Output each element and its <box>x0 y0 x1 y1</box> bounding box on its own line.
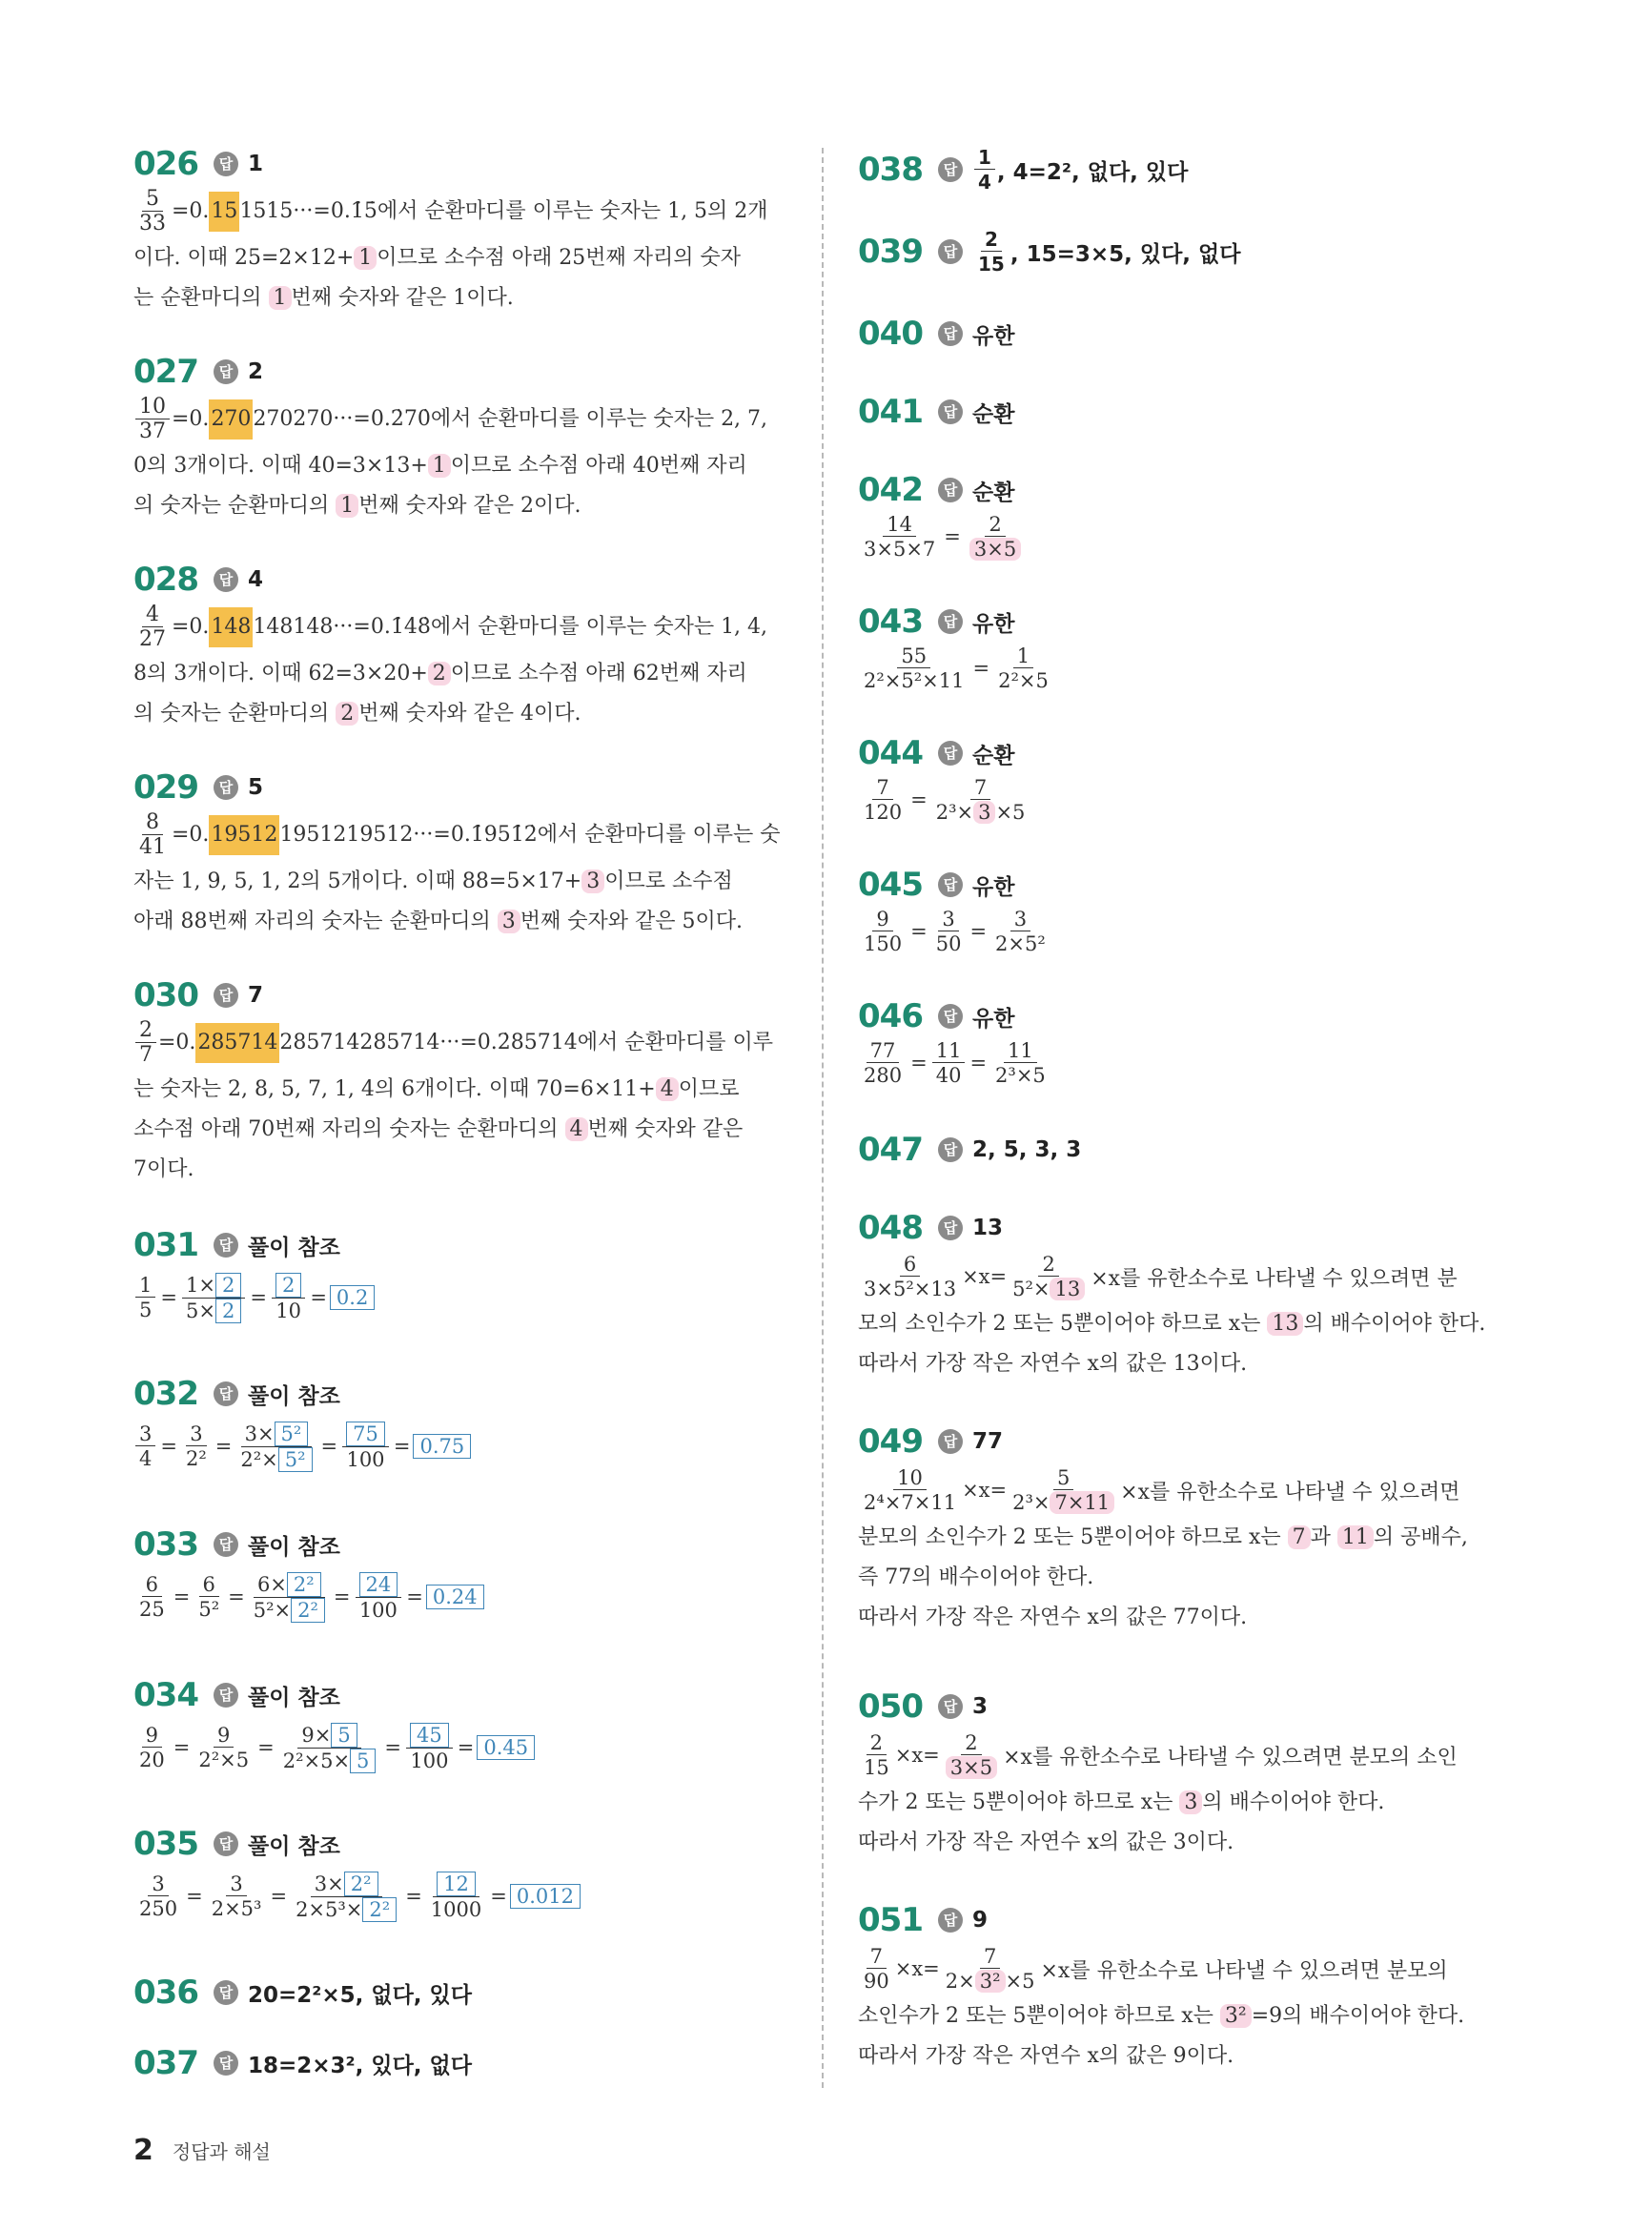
answer: 순환 <box>971 480 1015 505</box>
highlight: 270 <box>209 399 253 440</box>
problem-number: 034 <box>133 1676 198 1714</box>
equation: $\frac{9}{20}$ = $\frac{9}{\text{2²×5}}$ = $\frac{9\times 5}{\text{2²×5× 5}}$ = $\frac{45}{100}$ = 0.45 <box>133 1716 791 1779</box>
blank-box: 0.24 <box>426 1585 484 1609</box>
blank-box: 2² <box>362 1897 397 1922</box>
problem-041 <box>858 391 1516 433</box>
answer: 풀이 참조 <box>247 1534 340 1560</box>
answer-badge-icon: 답 <box>938 1137 963 1162</box>
problem-044 <box>858 732 1516 826</box>
highlight: 3 <box>498 910 520 933</box>
answer: 풀이 참조 <box>247 1235 340 1260</box>
blank-box: 0.75 <box>413 1434 471 1459</box>
answer: , 4=2², 없다, 있다 <box>996 159 1189 185</box>
answer: 5 <box>247 775 263 800</box>
problem-029 <box>133 767 791 942</box>
answer: 9 <box>971 1908 988 1933</box>
highlight: 2 <box>336 702 358 726</box>
problem-026 <box>133 143 791 318</box>
solution-line: 아래 88번째 자리의 숫자는 순환마디의 3 번째 숫자와 같은 5이다. <box>133 910 743 933</box>
answer: 유한 <box>971 611 1015 637</box>
answer-badge-icon: 답 <box>938 1908 963 1933</box>
answer: 77 <box>971 1429 1003 1454</box>
problem-035 <box>133 1823 791 1928</box>
answer-badge-icon: 답 <box>938 399 963 424</box>
answer-badge-icon: 답 <box>938 609 963 634</box>
highlight: 3×5 <box>946 1756 997 1779</box>
highlight: 3 <box>973 801 995 824</box>
problem-050 <box>858 1686 1516 1863</box>
problem-number: 043 <box>858 603 923 641</box>
equation: $\frac{7}{120}$ = $\frac{7}{\text{2³× 3 ×5}}$ <box>864 775 1026 824</box>
answer: 1 <box>247 152 263 176</box>
problem-number: 050 <box>858 1688 923 1726</box>
solution-line: 따라서 가장 작은 자연수 x의 값은 13이다. <box>858 1352 1248 1376</box>
problem-number: 038 <box>858 151 923 189</box>
answer-badge-icon: 답 <box>938 872 963 897</box>
solution-line: 이다. 이때 25=2×12+ 1 이므로 소수점 아래 25번째 자리의 숫자 <box>133 246 742 270</box>
problem-number: 036 <box>133 1974 198 2012</box>
blank-box: 5² <box>278 1447 313 1472</box>
blank-box: 12 <box>437 1872 476 1896</box>
answer: 2 <box>247 359 263 384</box>
problem-037 <box>133 2042 791 2084</box>
answer: , 15=3×5, 있다, 없다 <box>1010 241 1241 267</box>
answer: 유한 <box>971 1006 1015 1032</box>
blank-box: 5² <box>275 1422 309 1446</box>
blank-box: 24 <box>359 1572 398 1597</box>
problem-number: 051 <box>858 1901 923 1939</box>
solution-line: 소인수가 2 또는 5뿐이어야 하므로 x는 3² =9의 배수이어야 한다. <box>858 2004 1465 2028</box>
problem-number: 041 <box>858 393 923 431</box>
answer-badge-icon: 답 <box>214 567 238 592</box>
problem-042 <box>858 469 1516 563</box>
highlight: 1 <box>428 454 451 478</box>
blank-box: 2 <box>215 1299 241 1323</box>
highlight: 3² <box>975 1970 1006 1993</box>
problem-046 <box>858 995 1516 1089</box>
solution-line: $\frac{5}{33}$ =0. 15 1515···=0.1̇5̇에서 순환마디를 이루는 숫자는 1, 5의 2개 <box>133 185 791 238</box>
problem-number: 033 <box>133 1525 198 1564</box>
problem-number: 030 <box>133 976 198 1014</box>
solution-line: 7이다. <box>133 1157 194 1181</box>
page-footer <box>133 2134 271 2167</box>
highlight: 11 <box>1337 1525 1374 1549</box>
problem-number: 026 <box>133 145 198 183</box>
problem-number: 048 <box>858 1209 923 1247</box>
solution-line: 수가 2 또는 5뿐이어야 하므로 x는 3 의 배수이어야 한다. <box>858 1790 1385 1814</box>
equation: $\frac{77}{280}$ = $\frac{11}{40}$ = $\frac{11}{\text{2³×5}}$ <box>864 1038 1046 1087</box>
problem-number: 027 <box>133 353 198 391</box>
answer-badge-icon: 답 <box>938 741 963 766</box>
problem-036 <box>133 1972 791 2014</box>
highlight: 15 <box>209 192 239 232</box>
answer-badge-icon: 답 <box>938 1694 963 1719</box>
problem-number: 032 <box>133 1375 198 1413</box>
solution-line: 는 순환마디의 1 번째 숫자와 같은 1이다. <box>133 286 514 310</box>
answer: 순환 <box>971 401 1015 427</box>
problem-number: 049 <box>858 1422 923 1461</box>
answer-badge-icon: 답 <box>214 359 238 384</box>
solution-line: 따라서 가장 작은 자연수 x의 값은 9이다. <box>858 2044 1234 2068</box>
solution-line: 0의 3개이다. 이때 40=3×13+ 1 이므로 소수점 아래 40번째 자리 <box>133 454 747 478</box>
answer-badge-icon: 답 <box>938 1429 963 1454</box>
problem-048 <box>858 1207 1516 1384</box>
highlight: 4 <box>565 1117 588 1141</box>
solution-line: 의 숫자는 순환마디의 1 번째 숫자와 같은 2이다. <box>133 494 581 518</box>
solution-line: 의 숫자는 순환마디의 2 번째 숫자와 같은 4이다. <box>133 702 581 726</box>
problem-030 <box>133 974 791 1190</box>
blank-box: 2² <box>344 1872 378 1896</box>
blank-box: 0.45 <box>477 1735 535 1760</box>
answer: 2, 5, 3, 3 <box>971 1137 1082 1162</box>
highlight: 3×5 <box>969 538 1021 561</box>
equation: $\frac{10}{\text{2⁴×7×11}}$ ×x= $\frac{5}{\text{2³× 7×11}}$ ×x를 유한소수로 나타낼 수 있으려면 <box>864 1465 1460 1514</box>
solution-line: 8의 3개이다. 이때 62=3×20+ 2 이므로 소수점 아래 62번째 자리 <box>133 662 747 685</box>
problem-number: 035 <box>133 1825 198 1863</box>
problem-number: 031 <box>133 1226 198 1264</box>
blank-box: 2 <box>275 1273 301 1298</box>
equation: $\frac{2}{15}$ ×x= $\frac{2}{3\times 5}$ ×x를 유한소수로 나타낼 수 있으려면 분모의 소인 <box>864 1730 1458 1779</box>
equation: $\frac{3}{250}$ = $\frac{3}{\text{2×5³}}$ = $\frac{\text{3× 2²}}{\text{2×5³× 2²}}$ = $\frac{12}{1000}$ = 0.012 <box>133 1865 791 1928</box>
fraction: $\frac{4}{27}$ <box>139 602 166 651</box>
problem-number: 029 <box>133 768 198 807</box>
blank-box: 5 <box>350 1749 376 1773</box>
problem-number: 045 <box>858 866 923 904</box>
problem-040 <box>858 313 1516 355</box>
highlight: 1 <box>269 286 292 310</box>
problem-028 <box>133 559 791 734</box>
highlight: 1 <box>336 494 358 518</box>
highlight: 2 <box>428 662 451 685</box>
equation: $\frac{3}{4}$ = $\frac{3}{\text{2²}}$ = $\frac{\text{3× 5²}}{\text{2²× 5²}}$ = $\frac{75}{100}$ = 0.75 <box>133 1415 791 1478</box>
equation: $\frac{14}{3\times 5\times 7}$ = $\frac{2}{3\times 5}$ <box>858 511 1516 563</box>
answer-badge-icon: 답 <box>214 152 238 176</box>
problem-049 <box>858 1421 1516 1638</box>
problem-039: 039 답 2 15 , 15=3×5, 있다, 없다 <box>858 227 1241 276</box>
equation: $\frac{6}{25}$ = $\frac{6}{\text{5²}}$ = $\frac{\text{6× 2²}}{\text{5²× 2²}}$ = $\frac{24}{100}$ = 0.24 <box>133 1565 791 1628</box>
answer: 유한 <box>971 323 1015 349</box>
answer: 3 <box>971 1694 988 1719</box>
solution-line: $\frac{8}{41}$ =0. 19512 1951219512···=0.1̇951̇2̇에서 순환마디를 이루는 숫 <box>133 808 791 862</box>
answer-badge-icon: 답 <box>214 775 238 800</box>
solution-line: 따라서 가장 작은 자연수 x의 값은 3이다. <box>858 1831 1234 1854</box>
problem-051 <box>858 1899 1516 2077</box>
problem-033 <box>133 1524 791 1628</box>
problem-number: 028 <box>133 561 198 599</box>
highlight: 285714 <box>195 1023 279 1063</box>
highlight: 3 <box>581 869 604 893</box>
fraction: $\frac{10}{37}$ <box>135 396 170 444</box>
highlight: 148 <box>209 607 253 647</box>
answer-badge-icon: 답 <box>938 1004 963 1029</box>
answer: 20=2²×5, 없다, 있다 <box>247 1982 472 2008</box>
fraction: $\frac{5}{33}$ <box>139 186 166 235</box>
fraction: $\frac{8}{41}$ <box>139 809 166 859</box>
answer: 순환 <box>971 743 1015 768</box>
answer: 4 <box>247 567 263 592</box>
highlight: 1 <box>354 246 377 270</box>
highlight: 13 <box>1050 1278 1085 1300</box>
solution-line: $\frac{2}{7}$ =0. 285714 285714285714···=0.2̇85714̇에서 순환마디를 이루 <box>133 1016 791 1070</box>
highlight: 7×11 <box>1050 1491 1114 1514</box>
equation: $\frac{7}{90}$ ×x= $\frac{7}{\text{2× 3² ×5}}$ ×x를 유한소수로 나타낼 수 있으려면 분모의 <box>864 1944 1448 1993</box>
problem-number: 042 <box>858 471 923 509</box>
blank-box: 2 <box>215 1273 241 1298</box>
problem-number: 044 <box>858 734 923 772</box>
answer: 풀이 참조 <box>247 1833 340 1859</box>
solution-line: 모의 소인수가 2 또는 5뿐이어야 하므로 x는 13 의 배수이어야 한다. <box>858 1312 1486 1336</box>
problem-number: 040 <box>858 315 923 353</box>
answer: 유한 <box>971 874 1015 900</box>
problem-number: 046 <box>858 997 923 1035</box>
equation: $\frac{1}{5}$ = $\frac{1\times 2}{5\times 2}$ = $\frac{2}{10}$ = 0.2 <box>133 1266 791 1329</box>
solution-line: $\frac{10}{37}$ =0. 270 270270···=0.2̇70̇에서 순환마디를 이루는 숫자는 2, 7, <box>133 393 791 446</box>
blank-box: 5 <box>331 1723 357 1748</box>
solution-line: 자는 1, 9, 5, 1, 2의 5개이다. 이때 88=5×17+ 3 이므로 소수점 <box>133 869 733 893</box>
answer-badge-icon: 답 <box>214 1683 238 1708</box>
answer-badge-icon: 답 <box>938 239 963 264</box>
fraction: $\frac{2}{7}$ <box>135 1019 156 1068</box>
footer-title: 정답과 해설 <box>172 2140 271 2163</box>
answer-badge-icon: 답 <box>938 478 963 502</box>
answer-badge-icon: 답 <box>214 1233 238 1258</box>
equation: $\frac{6}{\text{3×5²×13}}$ ×x= $\frac{2}{\text{5²× 13}}$ ×x를 유한소수로 나타낼 수 있으려면 분 <box>864 1252 1458 1300</box>
highlight: 3² <box>1220 2004 1252 2028</box>
highlight: 13 <box>1267 1312 1303 1336</box>
equation: $\frac{55}{\text{2²×5²×11}}$ = $\frac{1}{\text{2²×5}}$ <box>864 644 1049 692</box>
solution-line: $\frac{4}{27}$ =0. 148 148148···=0.1̇48̇에서 순환마디를 이루는 숫자는 1, 4, <box>133 601 791 654</box>
highlight: 19512 <box>209 815 279 855</box>
answer: 18=2×3², 있다, 없다 <box>247 2053 472 2078</box>
answer-badge-icon: 답 <box>938 1216 963 1240</box>
problem-number: 037 <box>133 2044 198 2082</box>
answer-badge-icon: 답 <box>214 1532 238 1557</box>
solution-line: 따라서 가장 작은 자연수 x의 값은 77이다. <box>858 1606 1248 1629</box>
equation: $\frac{9}{150}$ = $\frac{3}{50}$ = $\frac{3}{\text{2×5²}}$ <box>864 907 1046 955</box>
problem-number: 039 <box>858 233 923 271</box>
answer-badge-icon: 답 <box>214 1980 238 2005</box>
blank-box: 45 <box>410 1723 449 1748</box>
solution-line: 즉 77의 배수이어야 한다. <box>858 1565 1094 1589</box>
page-number: 2 <box>133 2134 153 2167</box>
highlight: 3 <box>1179 1790 1202 1814</box>
answer-badge-icon: 답 <box>938 321 963 346</box>
blank-box: 2² <box>287 1572 321 1597</box>
blank-box: 75 <box>346 1422 385 1446</box>
problem-032 <box>133 1373 791 1478</box>
answer-badge-icon: 답 <box>214 2051 238 2076</box>
answer-badge-icon: 답 <box>214 1381 238 1406</box>
solution-line: 는 숫자는 2, 8, 5, 7, 1, 4의 6개이다. 이때 70=6×11+ 4 이므로 <box>133 1077 740 1101</box>
answer: 7 <box>247 983 263 1008</box>
blank-box: 0.2 <box>330 1285 375 1310</box>
answer-badge-icon: 답 <box>214 983 238 1008</box>
problem-number: 047 <box>858 1131 923 1169</box>
problem-043 <box>858 601 1516 694</box>
answer: 13 <box>971 1216 1003 1240</box>
blank-box: 0.012 <box>510 1884 581 1909</box>
problem-031 <box>133 1224 791 1329</box>
blank-box: 2² <box>291 1598 325 1623</box>
highlight: 4 <box>656 1077 679 1101</box>
solution-line: 소수점 아래 70번째 자리의 숫자는 순환마디의 4 번째 숫자와 같은 <box>133 1117 744 1141</box>
problem-047 <box>858 1129 1516 1171</box>
answer-badge-icon: 답 <box>214 1831 238 1856</box>
problem-027 <box>133 351 791 526</box>
problem-034 <box>133 1674 791 1779</box>
answer: 풀이 참조 <box>247 1685 340 1710</box>
highlight: 7 <box>1288 1525 1311 1549</box>
answer-badge-icon: 답 <box>938 157 963 182</box>
column-divider <box>822 148 824 2088</box>
solution-line: 분모의 소인수가 2 또는 5뿐이어야 하므로 x는 7 과 11 의 공배수, <box>858 1525 1468 1549</box>
answer: 풀이 참조 <box>247 1383 340 1409</box>
problem-038: 038 답 1 4 , 4=2², 없다, 있다 <box>858 145 1189 194</box>
problem-045 <box>858 864 1516 957</box>
